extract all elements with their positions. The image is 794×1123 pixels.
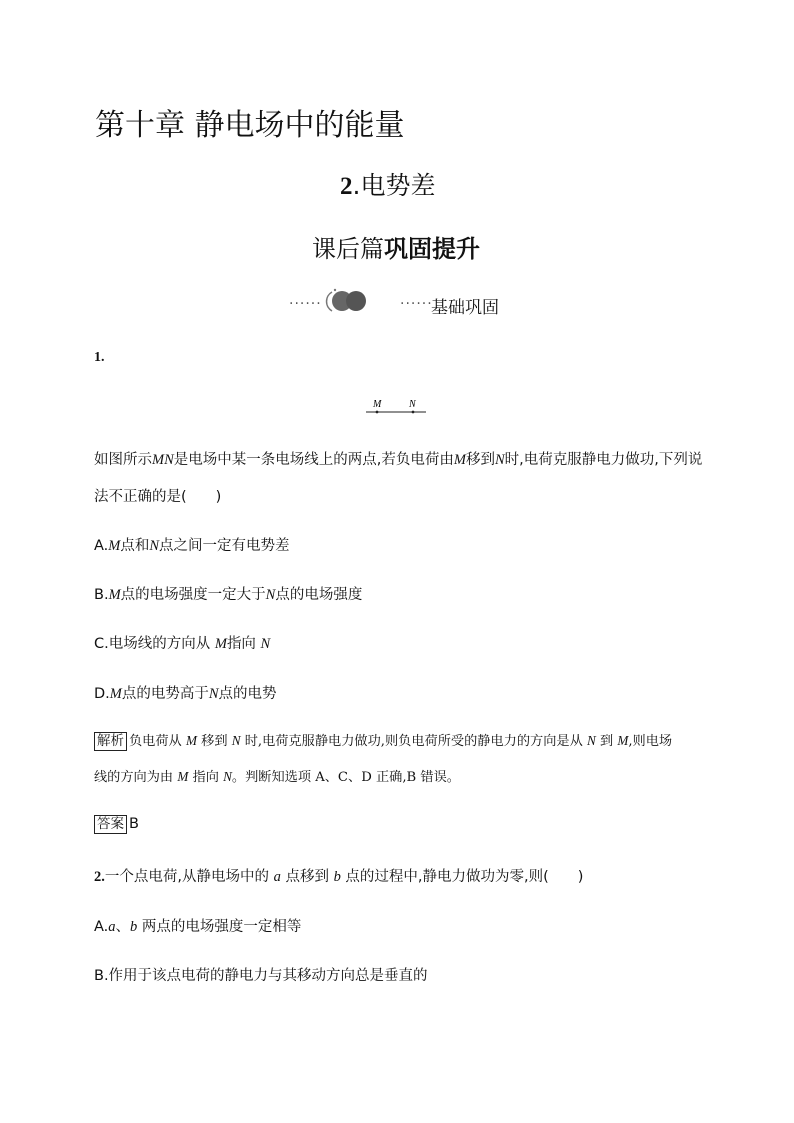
q2-stem-text: 一个点电荷,从静电场中的 bbox=[104, 869, 274, 885]
option-text: 点之间一定有电势差 bbox=[159, 538, 290, 554]
q2-stem-text: 点的过程中,静电力做功为零,则( ) bbox=[340, 869, 584, 885]
q1-stem-text: 时,电荷克服静电力做功,下列说 bbox=[504, 452, 703, 468]
analysis-text: 指向 bbox=[188, 770, 224, 785]
q2-stem-var: a bbox=[273, 869, 281, 885]
q1-stem-line1 bbox=[94, 448, 702, 469]
q1-stem-var: MN bbox=[152, 452, 174, 468]
analysis-var: M bbox=[617, 733, 629, 748]
option-prefix: B. bbox=[94, 587, 109, 603]
section-badge-icon bbox=[322, 287, 368, 315]
section-dots-left: ······ bbox=[289, 296, 322, 312]
option-var: M bbox=[108, 538, 121, 554]
q1-figure-label-n: N bbox=[409, 399, 416, 410]
chapter-number: 第十章 bbox=[95, 108, 185, 143]
q2-stem-text: 点移到 bbox=[280, 869, 334, 885]
option-var: M bbox=[109, 686, 122, 702]
part-regular: 课后篇 bbox=[312, 235, 384, 263]
option-var: M bbox=[108, 587, 121, 603]
option-var: N bbox=[149, 538, 160, 554]
option-text: 指向 bbox=[226, 636, 261, 652]
q1-figure-label-m: M bbox=[373, 399, 382, 410]
analysis-text: 时,电荷克服静电力做功,则负电荷所受的静电力的方向是从 bbox=[240, 734, 587, 749]
option-var: N bbox=[260, 636, 271, 652]
answer-tag: 答案 bbox=[94, 815, 127, 834]
q2-option-a bbox=[94, 915, 301, 936]
chapter-title bbox=[95, 100, 405, 144]
option-text: 、 bbox=[115, 919, 131, 935]
lesson-sep: . bbox=[352, 171, 361, 200]
lesson-name: 电势差 bbox=[360, 171, 436, 200]
analysis-text: 线的方向为由 bbox=[94, 770, 178, 785]
option-prefix: C.电场线的方向从 bbox=[94, 636, 215, 652]
part-title bbox=[312, 229, 480, 264]
option-var: b bbox=[130, 919, 138, 935]
option-text: 点的电势高于 bbox=[121, 686, 209, 702]
q1-number: 1. bbox=[94, 350, 105, 365]
part-bold: 巩固提升 bbox=[384, 235, 480, 263]
q2-stem bbox=[94, 865, 583, 886]
q1-stem-text: 如图所示 bbox=[94, 452, 152, 468]
analysis-var: N bbox=[223, 769, 232, 784]
analysis-tag: 解析 bbox=[94, 732, 127, 751]
option-var: N bbox=[265, 587, 276, 603]
q1-analysis-line1 bbox=[94, 730, 672, 751]
section-dots-right: ······ bbox=[400, 296, 433, 312]
q1-analysis-line2 bbox=[94, 766, 460, 785]
analysis-text: 到 bbox=[595, 734, 618, 749]
analysis-text: 负电荷从 bbox=[129, 734, 186, 749]
q1-stem-text: 移到 bbox=[465, 452, 495, 468]
q1-option-c bbox=[94, 632, 270, 653]
q2-stem-var: b bbox=[333, 869, 341, 885]
option-prefix: A. bbox=[94, 919, 109, 935]
option-text: 点的电场强度 bbox=[275, 587, 363, 603]
analysis-var: M bbox=[177, 769, 189, 784]
option-text: 点的电场强度一定大于 bbox=[120, 587, 266, 603]
q1-option-a bbox=[94, 534, 290, 555]
q1-stem-var: M bbox=[453, 452, 466, 468]
analysis-text: ,则电场 bbox=[628, 734, 673, 749]
lesson-number: 2 bbox=[340, 173, 353, 200]
q2-option-b: B.作用于该点电荷的静电力与其移动方向总是垂直的 bbox=[94, 968, 428, 984]
q1-stem-line2: 法不正确的是( ) bbox=[94, 489, 222, 505]
q1-option-b bbox=[94, 583, 362, 604]
q1-figure-field-line bbox=[360, 395, 432, 417]
analysis-text: 移到 bbox=[196, 734, 232, 749]
q1-stem-text: 是电场中某一条电场线上的两点,若负电荷由 bbox=[173, 452, 454, 468]
answer-value: B bbox=[129, 816, 139, 832]
q2-number: 2. bbox=[94, 869, 105, 885]
option-var: a bbox=[108, 919, 116, 935]
q1-option-d bbox=[94, 682, 277, 703]
section-label: 基础巩固 bbox=[431, 298, 499, 318]
analysis-text: 。判断知选项 A、C、D 正确,B 错误。 bbox=[231, 770, 460, 785]
q1-stem-var: N bbox=[494, 452, 505, 468]
analysis-var: N bbox=[586, 733, 596, 748]
option-prefix: A. bbox=[94, 538, 109, 554]
option-text: 点和 bbox=[120, 538, 150, 554]
option-text: 两点的电场强度一定相等 bbox=[137, 919, 302, 935]
option-var: M bbox=[214, 636, 227, 652]
chapter-name: 静电场中的能量 bbox=[194, 108, 405, 143]
option-var: N bbox=[208, 686, 219, 702]
option-prefix: D. bbox=[94, 686, 110, 702]
analysis-var: N bbox=[231, 733, 241, 748]
q1-answer bbox=[94, 815, 139, 834]
option-text: 点的电势 bbox=[218, 686, 277, 702]
analysis-var: M bbox=[185, 733, 197, 748]
lesson-title bbox=[340, 166, 435, 202]
